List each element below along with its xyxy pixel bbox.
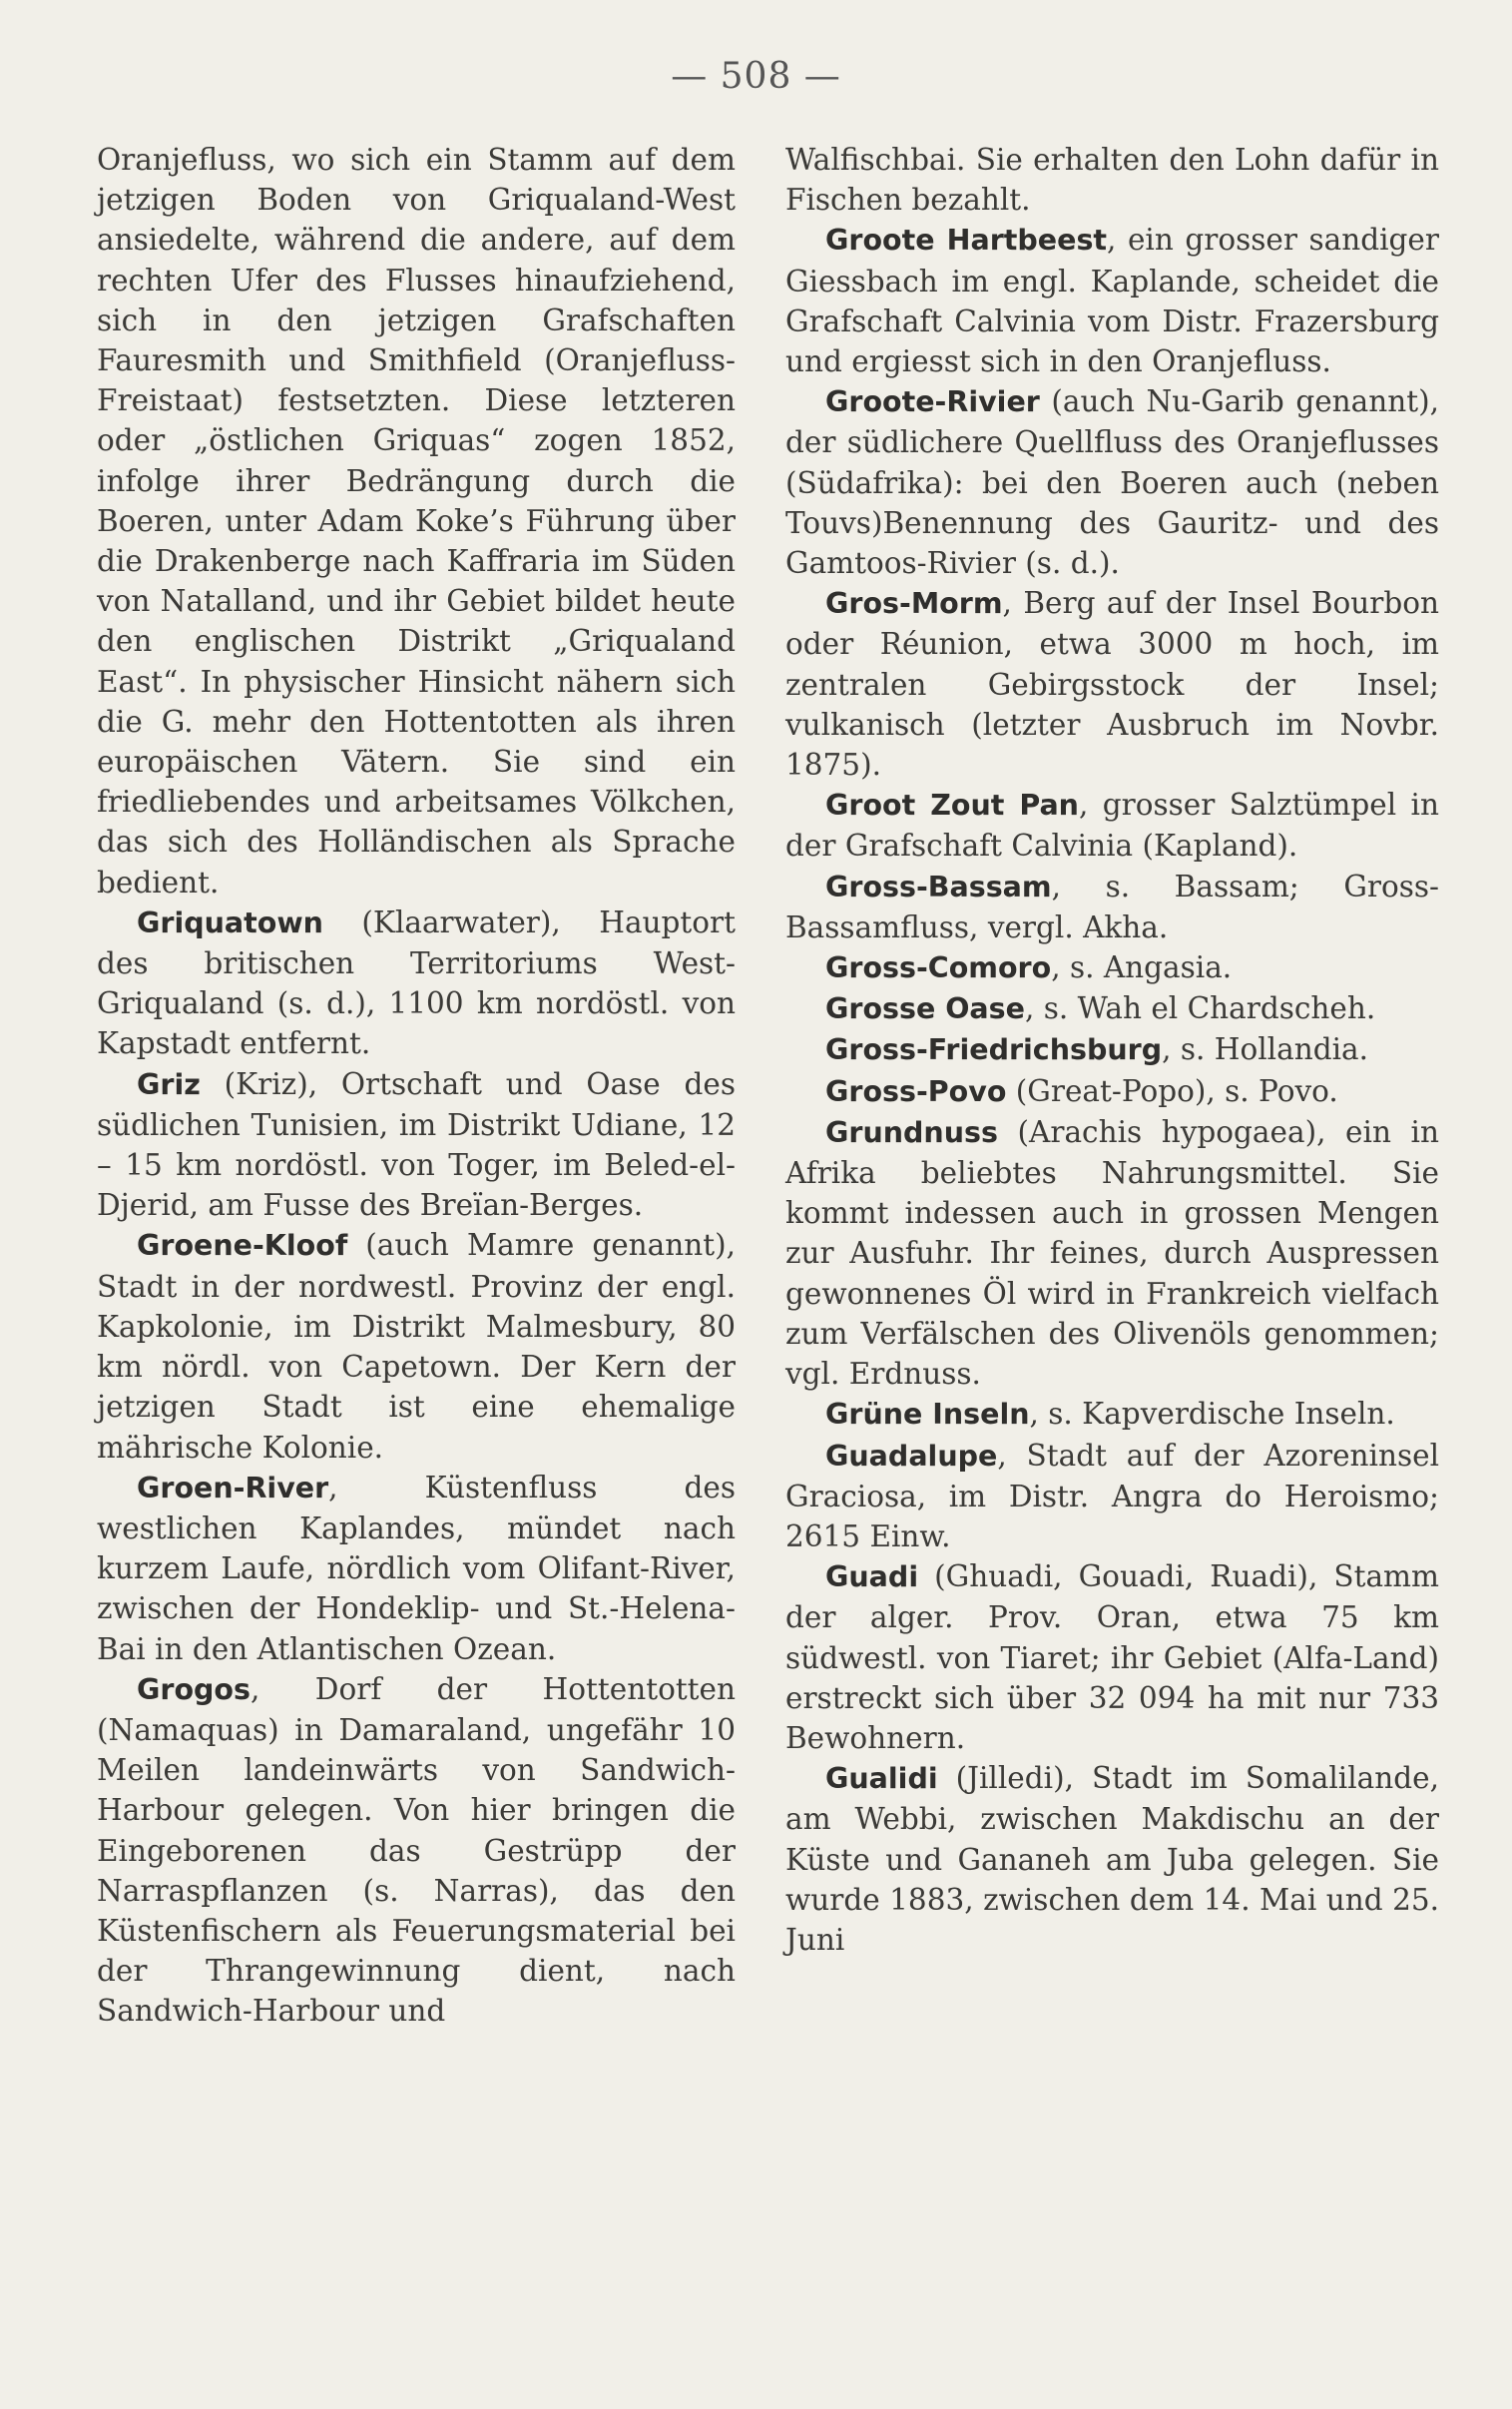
headword: Gross-Bassam (825, 870, 1052, 903)
headword: Groote-Rivier (825, 385, 1040, 419)
headword: Groen-River (137, 1471, 329, 1505)
entry-guadi: Guadi (Ghuadi, Gouadi, Ruadi), Stamm der alger. Prov. Oran, etwa 75 km südwestl. von Tiaret; ihr Gebiet (Alfa-Land) erstreckt sich über 32 094 ha mit nur 733 Bewohnern. (785, 1559, 1439, 1755)
headword: Groot Zout Pan (825, 789, 1079, 823)
headword: Groote Hartbeest (825, 224, 1108, 258)
entry-gross-povo: Gross-Povo (Great-Popo), s. Povo. (825, 1073, 1338, 1108)
headword: Gross-Povo (825, 1074, 1007, 1108)
entry-continuation: Walfischbai. Sie erhalten den Lohn dafür in Fischen bezahlt. (785, 143, 1439, 218)
headword: Grüne Inseln (825, 1398, 1030, 1432)
entry-guadalupe: Guadalupe, Stadt auf der Azoreninsel Graciosa, im Distr. Angra do Heroismo; 2615 Einw. (785, 1438, 1439, 1553)
headword: Grogos (137, 1672, 251, 1706)
headword: Grosse Oase (825, 992, 1025, 1026)
headword: Griquatown (137, 905, 323, 939)
headword: Groene-Kloof (137, 1229, 348, 1263)
right-column (785, 140, 1439, 1960)
left-column (97, 140, 736, 2032)
entry-gros-morm: Gros-Morm, Berg auf der Insel Bourbon oder Réunion, etwa 3000 m hoch, im zentralen Gebirgsstock der Insel; vulkanisch (letzter Ausbruch im Novbr. 1875). (785, 586, 1439, 783)
headword: Guadalupe (825, 1439, 998, 1473)
headword: Gross-Friedrichsburg (825, 1033, 1163, 1067)
entry-griquatown: Griquatown (Klaarwater), Hauptort des britischen Territoriums West-Griqualand (s. d.), 1100 km nordöstl. von Kapstadt entfernt. (97, 904, 736, 1061)
headword: Gros-Morm (825, 587, 1003, 621)
entry-gross-bassam: Gross-Bassam, s. Bassam; Gross-Bassamfluss, vergl. Akha. (785, 869, 1439, 944)
entry-grosse-oase: Grosse Oase, s. Wah el Chardscheh. (825, 991, 1376, 1026)
headword: Gross-Comoro (825, 951, 1052, 985)
entry-gross-comoro: Gross-Comoro, s. Angasia. (825, 950, 1233, 985)
headword: Gualidi (825, 1762, 938, 1796)
entry-gualidi: Gualidi (Jilledi), Stadt im Somalilande, am Webbi, zwischen Makdischu an der Küste und Gananeh am Juba gelegen. Sie wurde 1883, zwischen dem 14. Mai und 25. Juni (785, 1761, 1439, 1957)
page-number: — 508 — (671, 56, 841, 97)
entry-gross-friedrichsburg: Gross-Friedrichsburg, s. Hollandia. (825, 1032, 1368, 1067)
entry-gruene-inseln: Grüne Inseln, s. Kapverdische Inseln. (825, 1397, 1395, 1432)
headword: Griz (137, 1067, 201, 1101)
entry-groen-river: Groen-River, Küstenfluss des westlichen Kaplandes, mündet nach kurzem Laufe, nördlich vom Olifant-River, zwischen der Hondeklip- und St.-Helena-Bai in den Atlantischen Ozean. (97, 1470, 736, 1666)
entry-grogos: Grogos, Dorf der Hottentotten (Namaquas) in Damaraland, ungefähr 10 Meilen landeinwärts von Sandwich-Harbour gelegen. Von hier bringen die Eingeborenen das Gestrüpp der Narraspflanzen (s. Narras), das den Küstenfischern als Feuerungsmaterial bei der Thrangewinnung dient, nach Sandwich-Harbour und (97, 1671, 736, 2029)
entry-groene-kloof: Groene-Kloof (auch Mamre genannt), Stadt in der nordwestl. Provinz der engl. Kapkolonie, im Distrikt Malmesbury, 80 km nördl. von Capetown. Der Kern der jetzigen Stadt ist eine ehemalige mährische Kolonie. (97, 1228, 736, 1465)
entry-grundnuss: Grundnuss (Arachis hypogaea), ein in Afrika beliebtes Nahrungsmittel. Sie kommt indessen auch in grossen Mengen zur Ausfuhr. Ihr feines, durch Auspressen gewonnenes Öl wird in Frankreich vielfach zum Verfälschen des Olivenöls genommen; vgl. Erdnuss. (785, 1114, 1439, 1392)
entry-groot-zout-pan: Groot Zout Pan, grosser Salztümpel in der Grafschaft Calvinia (Kapland). (785, 788, 1439, 864)
entry-groote-rivier: Groote-Rivier (auch Nu-Garib genannt), der südlichere Quellfluss des Oranjeflusses (Südafrika): bei den Boeren auch (neben Touvs)Benennung des Gauritz- und des Gamtoos-Rivier (s. d.). (785, 384, 1439, 581)
headword: Grundnuss (825, 1115, 998, 1149)
headword: Guadi (825, 1560, 919, 1594)
entry-continuation: Oranjefluss, wo sich ein Stamm auf dem jetzigen Boden von Griqualand-West ansiedelte, während die andere, auf dem rechten Ufer des Flusses hinaufziehend, sich in den jetzigen Grafschaften Fauresmith und Smithfield (Oranjefluss-Freistaat) festsetzten. Diese letzteren oder „östlichen Griquas“ zogen 1852, infolge ihrer Bedrängung durch die Boeren, unter Adam Koke’s Führung über die Drakenberge nach Kaffraria im Süden von Natalland, und ihr Gebiet bildet heute den englischen Distrikt „Griqualand East“. In physischer Hinsicht nähern sich die G. mehr den Hottentotten als ihren europäischen Vätern. Sie sind ein friedliebendes und arbeitsames Völkchen, das sich des Holländischen als Sprache bedient. (97, 143, 736, 900)
entry-groote-hartbeest: Groote Hartbeest, ein grosser sandiger Giessbach im engl. Kaplande, scheidet die Grafschaft Calvinia vom Distr. Frazersburg und ergiesst sich in den Oranjefluss. (785, 223, 1439, 379)
entry-griz: Griz (Kriz), Ortschaft und Oase des südlichen Tunisien, im Distrikt Udiane, 12 – 15 km nordöstl. von Toger, im Beled-el-Djerid, am Fusse des Breïan-Berges. (97, 1066, 736, 1223)
